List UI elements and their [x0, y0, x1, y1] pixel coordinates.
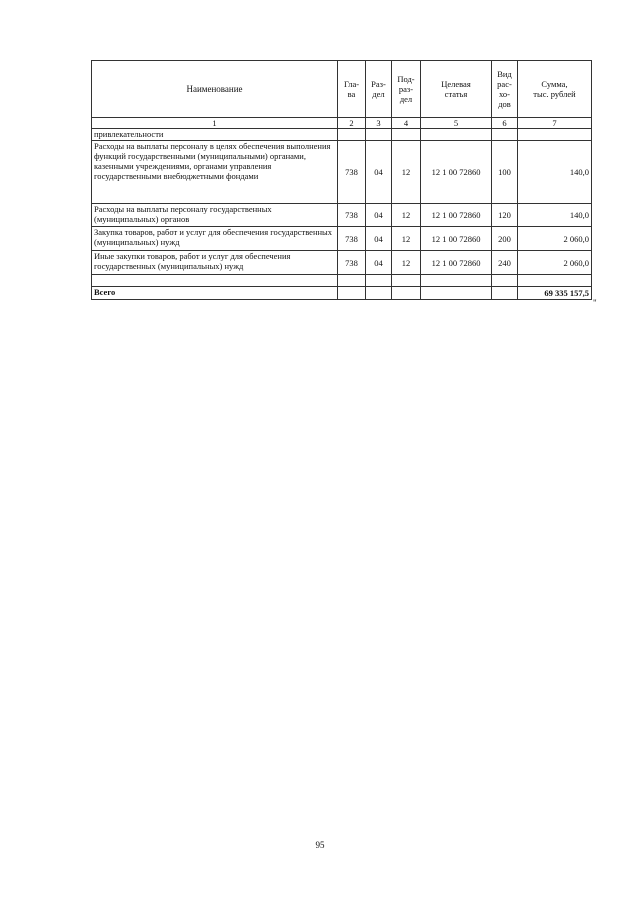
- row-chapter: [338, 275, 366, 287]
- table-row: [92, 204, 592, 227]
- empty-cell: [338, 287, 366, 300]
- row-section: 04: [366, 204, 392, 227]
- row-name: Иные закупки товаров, работ и услуг для обеспечения государственных (муниципальных) нужд: [92, 251, 338, 275]
- table-row: [92, 227, 592, 251]
- header-amount: Сумма, тыс. рублей: [518, 61, 592, 118]
- row-section: [366, 129, 392, 141]
- column-number: 3: [366, 118, 392, 129]
- empty-cell: [392, 287, 421, 300]
- row-chapter: 738: [338, 227, 366, 251]
- row-expense-type: 100: [492, 141, 518, 204]
- closing-quote: ": [593, 298, 597, 308]
- row-subsection: [392, 275, 421, 287]
- total-label: Всего: [92, 287, 338, 300]
- column-number: 4: [392, 118, 421, 129]
- row-chapter: 738: [338, 251, 366, 275]
- row-chapter: 738: [338, 141, 366, 204]
- row-amount: 140,0: [518, 204, 592, 227]
- column-number: 7: [518, 118, 592, 129]
- row-subsection: 12: [392, 204, 421, 227]
- row-name: Закупка товаров, работ и услуг для обеспечения государственных (муниципальных) нужд: [92, 227, 338, 251]
- table-header-row: [92, 61, 592, 118]
- total-amount: 69 335 157,5: [518, 287, 592, 300]
- header-subsection: Под- раз- дел: [392, 61, 421, 118]
- row-amount: 2 060,0: [518, 251, 592, 275]
- total-row: [92, 287, 592, 300]
- header-chapter: Гла- ва: [338, 61, 366, 118]
- budget-table: [91, 60, 592, 300]
- row-expense-type: [492, 129, 518, 141]
- row-expense-type: [492, 275, 518, 287]
- row-target: [421, 275, 492, 287]
- row-target: 12 1 00 72860: [421, 251, 492, 275]
- row-expense-type: 200: [492, 227, 518, 251]
- row-section: 04: [366, 251, 392, 275]
- row-name: [92, 275, 338, 287]
- column-number: 5: [421, 118, 492, 129]
- table-row: [92, 251, 592, 275]
- empty-cell: [366, 287, 392, 300]
- column-number: 1: [92, 118, 338, 129]
- header-target: Целевая статья: [421, 61, 492, 118]
- row-section: 04: [366, 227, 392, 251]
- row-subsection: 12: [392, 227, 421, 251]
- row-chapter: 738: [338, 204, 366, 227]
- header-section: Раз- дел: [366, 61, 392, 118]
- row-target: 12 1 00 72860: [421, 204, 492, 227]
- column-number-row: [92, 118, 592, 129]
- row-subsection: 12: [392, 141, 421, 204]
- row-target: [421, 129, 492, 141]
- header-expense-type: Вид рас- хо- дов: [492, 61, 518, 118]
- row-section: 04: [366, 141, 392, 204]
- row-subsection: 12: [392, 251, 421, 275]
- row-name: Расходы на выплаты персоналу государственных (муниципальных) органов: [92, 204, 338, 227]
- row-section: [366, 275, 392, 287]
- row-subsection: [392, 129, 421, 141]
- row-expense-type: 240: [492, 251, 518, 275]
- row-expense-type: 120: [492, 204, 518, 227]
- header-name: Наименование: [92, 61, 338, 118]
- row-amount: [518, 129, 592, 141]
- row-amount: 140,0: [518, 141, 592, 204]
- row-target: 12 1 00 72860: [421, 227, 492, 251]
- row-name: привлекательности: [92, 129, 338, 141]
- row-amount: 2 060,0: [518, 227, 592, 251]
- row-amount: [518, 275, 592, 287]
- column-number: 6: [492, 118, 518, 129]
- empty-cell: [421, 287, 492, 300]
- row-name: Расходы на выплаты персоналу в целях обеспечения выполнения функций государственными (муниципальными) органами, казенными учреждениями, органами управления государственными внебюджетными фондами: [92, 141, 338, 204]
- page-number: 95: [315, 840, 325, 850]
- empty-cell: [492, 287, 518, 300]
- table-row: [92, 275, 592, 287]
- row-chapter: [338, 129, 366, 141]
- row-target: 12 1 00 72860: [421, 141, 492, 204]
- table-row: [92, 129, 592, 141]
- table-row: [92, 141, 592, 204]
- column-number: 2: [338, 118, 366, 129]
